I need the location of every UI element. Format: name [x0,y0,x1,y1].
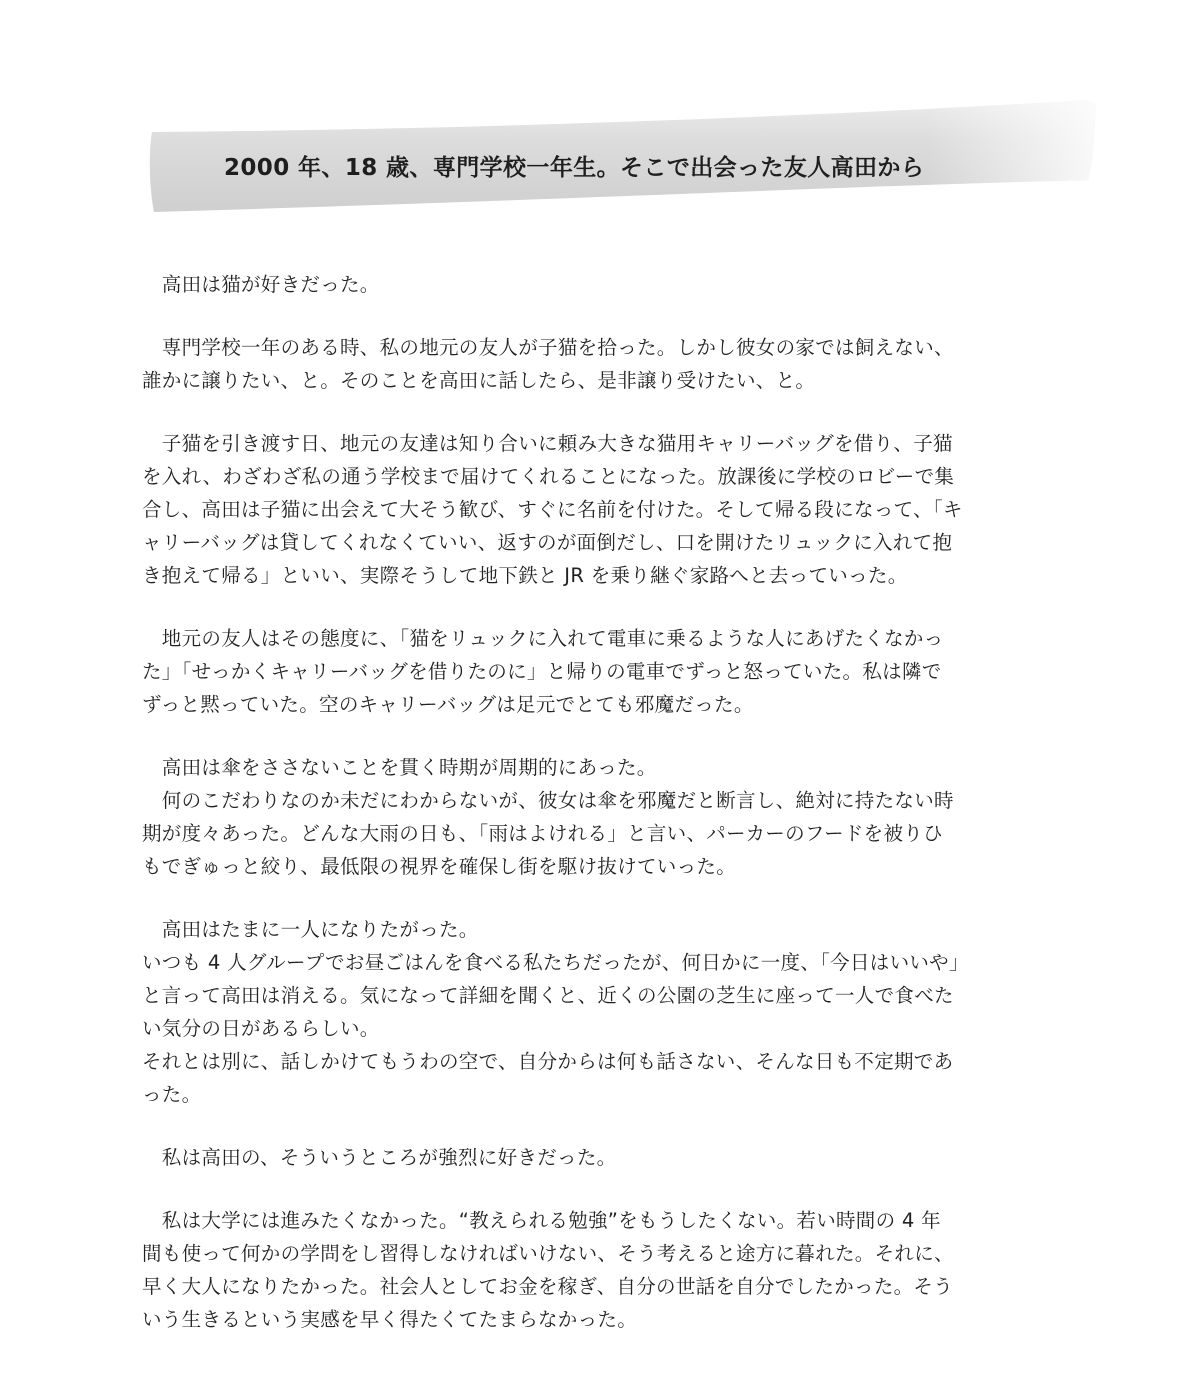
heading-banner [148,96,1098,216]
text-line: ャリーバッグは貸してくれなくていい、返すのが面倒だし、口を開けたリュックに入れて抱 [142,531,953,554]
text-line: と言って高田は消える。気になって詳細を聞くと、近くの公園の芝生に座って一人で食べた [142,984,954,1007]
text-line: 何のこだわりなのか未だにわからないが、彼女は傘を邪魔だと断言し、絶対に持たない時 [142,789,954,812]
text-line: 地元の友人はその態度に、「猫をリュックに入れて電車に乗るような人にあげたくなかっ [142,627,944,650]
body-text [142,268,1042,1366]
paragraph [142,331,1042,397]
text-line: 高田はたまに一人になりたがった。 [142,918,479,941]
paragraph [142,427,1042,592]
paragraph [142,913,1042,1111]
text-line: それとは別に、話しかけてもうわの空で、自分からは何も話さない、そんな日も不定期であ [142,1050,954,1073]
text-line: いつも 4 人グループでお昼ごはんを食べる私たちだったが、何日かに一度、「今日はいいや」 [142,951,969,974]
text-line: 専門学校一年のある時、私の地元の友人が子猫を拾った。しかし彼女の家では飼えない、 [142,336,954,359]
text-line: 間も使って何かの学問をし習得しなければいけない、そう考えると途方に暮れた。それに、 [142,1242,954,1265]
text-line: 期が度々あった。どんな大雨の日も、「雨はよけれる」と言い、パーカーのフードを被りひ [142,822,943,845]
paragraph [142,751,1042,883]
text-line: き抱えて帰る」といい、実際そうして地下鉄と JR を乗り継ぐ家路へと去っていった。 [142,564,908,587]
text-line: 高田は傘をささないことを貫く時期が周期的にあった。 [142,756,657,779]
paragraph [142,1141,1042,1174]
paragraph [142,622,1042,721]
text-line: 私は大学には進みたくなかった。“教えられる勉強”をもうしたくない。若い時間の 4 年 [142,1209,941,1232]
text-line: た」「せっかくキャリーバッグを借りたのに」と帰りの電車でずっと怒っていた。私は隣で [142,660,942,683]
text-line: 誰かに譲りたい、と。そのことを高田に話したら、是非譲り受けたい、と。 [142,369,816,392]
paragraph [142,268,1042,301]
text-line: い気分の日があるらしい。 [142,1017,380,1040]
text-line: った。 [142,1083,202,1106]
text-line: もでぎゅっと絞り、最低限の視界を確保し街を駆け抜けていった。 [142,855,736,878]
text-line: を入れ、わざわざ私の通う学校まで届けてくれることになった。放課後に学校のロビーで集 [142,465,955,488]
text-line: いう生きるという実感を早く得たくてたまらなかった。 [142,1308,638,1331]
text-line: 子猫を引き渡す日、地元の友達は知り合いに頼み大きな猫用キャリーバッグを借り、子猫 [142,432,953,455]
text-line: ずっと黙っていた。空のキャリーバッグは足元でとても邪魔だった。 [142,693,754,716]
text-line: 私は高田の、そういうところが強烈に好きだった。 [142,1146,617,1169]
heading-title: 2000 年、18 歳、専門学校一年生。そこで出会った友人高田から [224,155,925,181]
text-line: 早く大人になりたかった。社会人としてお金を稼ぎ、自分の世話を自分でしたかった。そう [142,1275,954,1298]
paragraph [142,1204,1042,1336]
text-line: 合し、高田は子猫に出会えて大そう歓び、すぐに名前を付けた。そして帰る段になって、「キ [142,498,963,521]
text-line: 高田は猫が好きだった。 [142,273,380,296]
